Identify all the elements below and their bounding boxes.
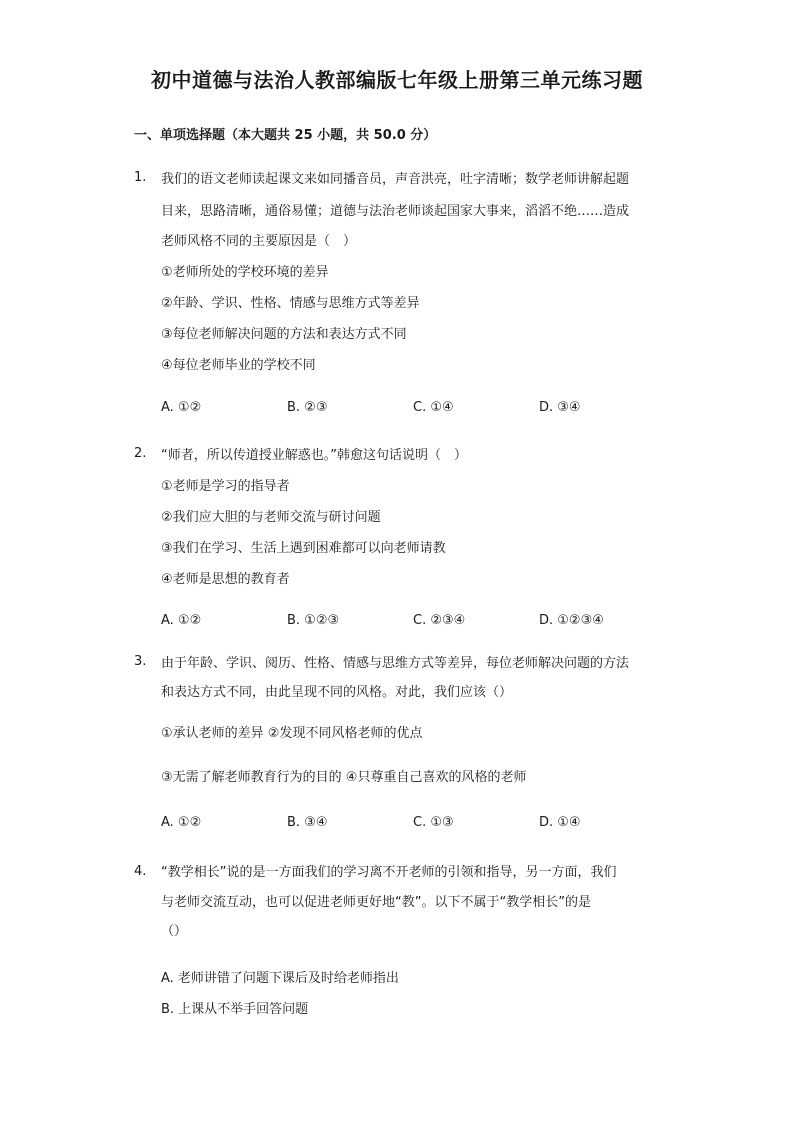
- question-1-line: 我们的语文老师读起课文来如同播音员，声音洪亮，吐字清晰；数学老师讲解起题: [161, 172, 630, 187]
- question-4-line: （）: [161, 924, 188, 939]
- question-3-item: ①承认老师的差异 ②发现不同风格老师的优点: [161, 726, 423, 741]
- question-4-option-a[interactable]: A. 老师讲错了问题下课后及时给老师指出: [161, 971, 399, 986]
- question-2-option-c[interactable]: C. ②③④: [413, 613, 466, 628]
- question-1-item: ②年龄、学识、性格、情感与思维方式等差异: [161, 296, 420, 311]
- question-4-option-b[interactable]: B. 上课从不举手回答问题: [161, 1002, 309, 1017]
- question-2-number: 2.: [134, 446, 147, 461]
- question-3-line: 由于年龄、学识、阅历、性格、情感与思维方式等差异，每位老师解决问题的方法: [161, 656, 630, 671]
- question-1-item: ④每位老师毕业的学校不同: [161, 358, 316, 373]
- question-3-option-c[interactable]: C. ①③: [413, 815, 454, 830]
- question-1-option-c[interactable]: C. ①④: [413, 400, 454, 415]
- question-4-line: “教学相长”说的是一方面我们的学习离不开老师的引领和指导，另一方面，我们: [161, 865, 617, 880]
- question-4-number: 4.: [134, 864, 147, 879]
- question-1-line: 目来，思路清晰，通俗易懂；道德与法治老师谈起国家大事来，滔滔不绝……造成: [161, 204, 630, 219]
- question-2-item: ①老师是学习的指导者: [161, 479, 290, 494]
- question-1-item: ③每位老师解决问题的方法和表达方式不同: [161, 327, 407, 342]
- question-1-number: 1.: [134, 170, 147, 185]
- question-3-line: 和表达方式不同，由此呈现不同的风格。对此，我们应该（）: [161, 685, 513, 700]
- question-2-line: “师者，所以传道授业解惑也。”韩愈这句话说明（ ）: [161, 448, 467, 463]
- page-title: 初中道德与法治人教部编版七年级上册第三单元练习题: [151, 68, 643, 92]
- question-2-option-d[interactable]: D. ①②③④: [539, 613, 604, 628]
- question-3-number: 3.: [134, 654, 147, 669]
- question-2-item: ④老师是思想的教育者: [161, 572, 290, 587]
- question-2-option-b[interactable]: B. ①②③: [287, 613, 340, 628]
- question-2-item: ③我们在学习、生活上遇到困难都可以向老师请教: [161, 541, 446, 556]
- question-1-option-b[interactable]: B. ②③: [287, 400, 328, 415]
- question-1-option-d[interactable]: D. ③④: [539, 400, 581, 415]
- question-3-option-b[interactable]: B. ③④: [287, 815, 328, 830]
- question-3-item: ③无需了解老师教育行为的目的 ④只尊重自己喜欢的风格的老师: [161, 770, 527, 785]
- question-2-item: ②我们应大胆的与老师交流与研讨问题: [161, 510, 381, 525]
- question-1-line: 老师风格不同的主要原因是（ ）: [161, 234, 357, 249]
- question-1-item: ①老师所处的学校环境的差异: [161, 265, 329, 280]
- section-heading: 一、单项选择题（本大题共 25 小题，共 50.0 分）: [134, 128, 437, 143]
- question-3-option-d[interactable]: D. ①④: [539, 815, 581, 830]
- question-4-line: 与老师交流互动，也可以促进老师更好地“教”。以下不属于“教学相长”的是: [161, 895, 591, 910]
- question-2-option-a[interactable]: A. ①②: [161, 613, 202, 628]
- question-1-option-a[interactable]: A. ①②: [161, 400, 202, 415]
- question-3-option-a[interactable]: A. ①②: [161, 815, 202, 830]
